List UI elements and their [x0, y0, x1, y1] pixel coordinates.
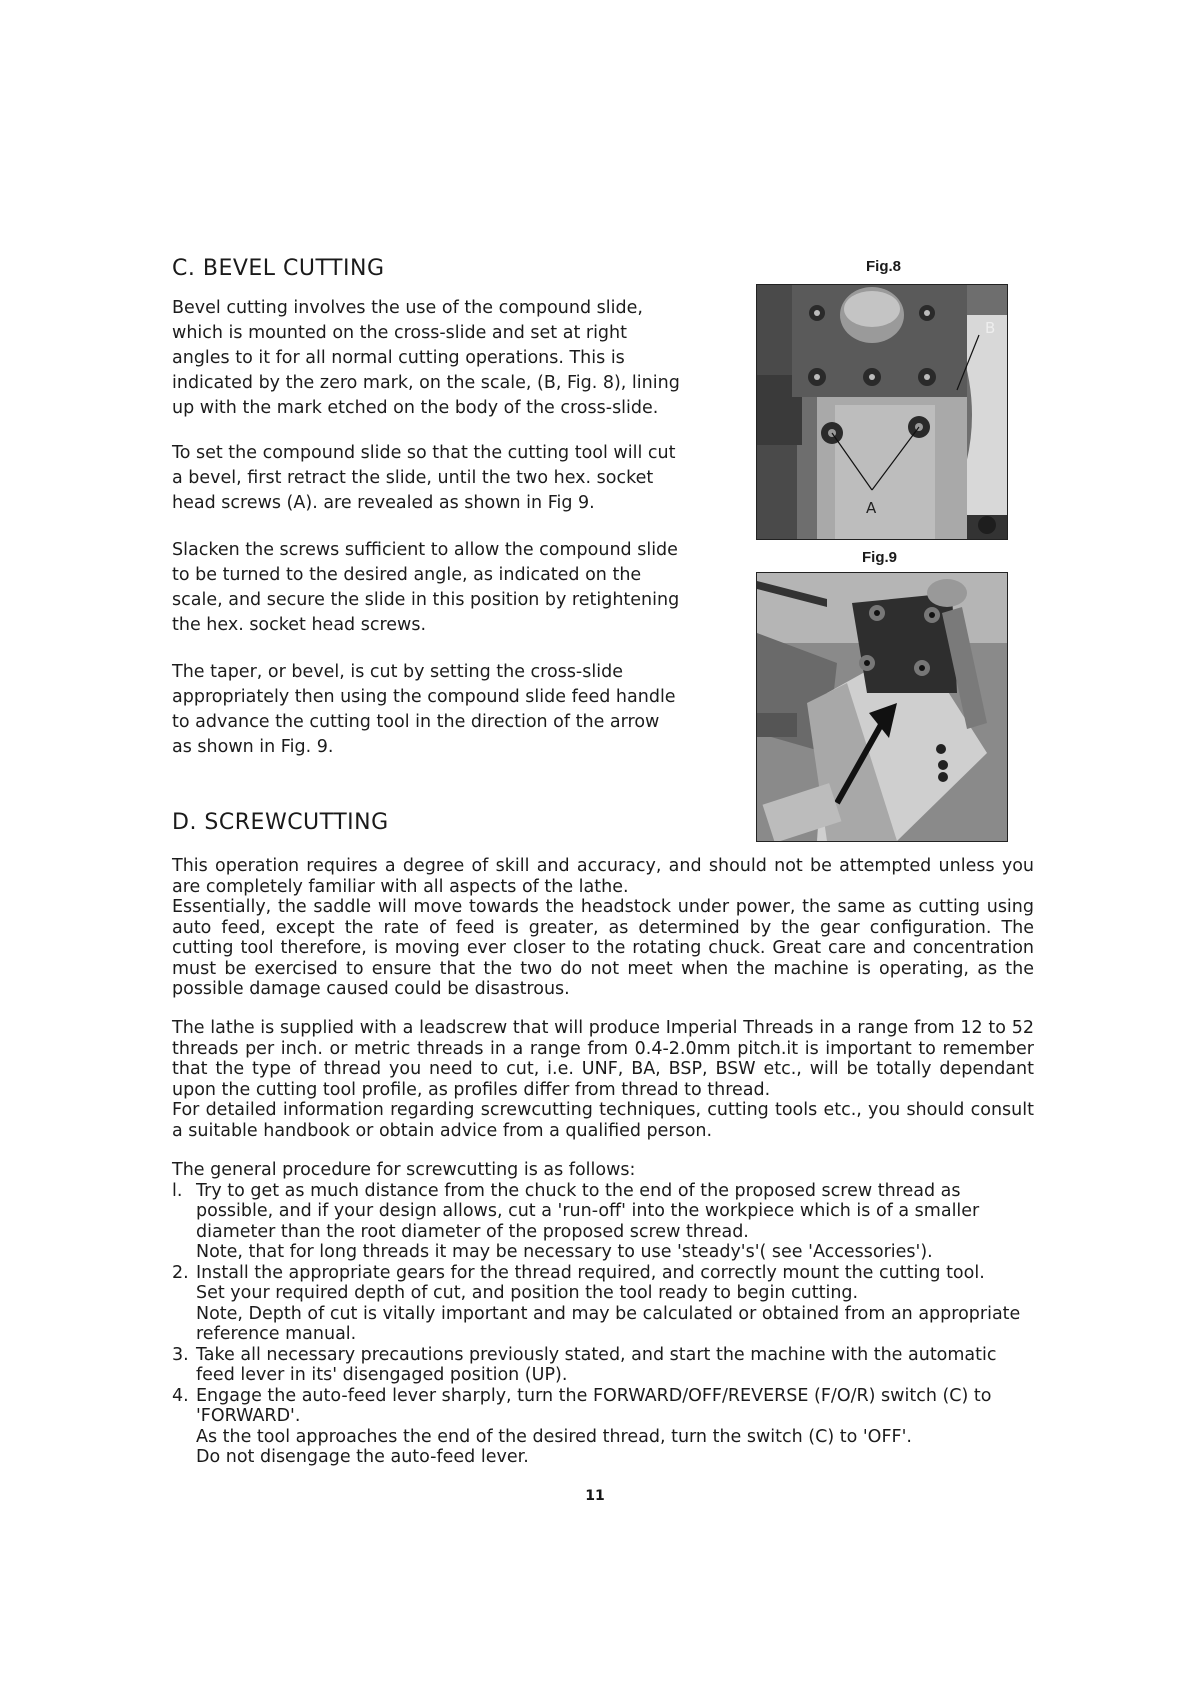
fig9-photo — [756, 572, 1008, 842]
screwcutting-heading: D. SCREWCUTTING — [172, 810, 389, 835]
step-line: Set your required depth of cut, and position the tool ready to begin cutting. — [196, 1283, 859, 1303]
fig8-label-a: A — [866, 499, 877, 517]
screwcutting-paragraph-2: Essentially, the saddle will move towards the headstock under power, the same as cutting using auto feed, except the rate of feed is greater, as determined by the gear configuration. The cutting tool therefore, is moving ever closer to the rotating chuck. Great care and concentration must be exercised to ensure that the two do not meet when the machine is operating, as the possible damage caused could be disastrous. — [172, 897, 1034, 999]
procedure-list — [172, 1160, 1034, 1468]
step-line: Note, that for long threads it may be necessary to use 'steady's'( see 'Accessories'). — [196, 1242, 933, 1262]
step-number: 2. — [172, 1262, 189, 1283]
step-line: Try to get as much distance from the chuck to the end of the proposed screw thread as possible, and if your design allows, cut a 'run-off' into the workpiece which is of a smaller diameter than the root diameter of the proposed screw thread. — [196, 1180, 980, 1242]
fig9-image — [757, 573, 1007, 841]
screwcutting-intro — [172, 856, 1034, 1000]
bevel-cutting-heading: C. BEVEL CUTTING — [172, 256, 385, 281]
step-line: Install the appropriate gears for the thread required, and correctly mount the cutting tool. — [196, 1262, 985, 1283]
procedure-step-1 — [172, 1181, 1034, 1263]
fig8-image — [757, 285, 1007, 539]
screwcutting-leadscrew — [172, 1018, 1034, 1141]
procedure-step-3 — [172, 1345, 1034, 1386]
procedure-step-4 — [172, 1386, 1034, 1468]
step-number: 4. — [172, 1385, 189, 1406]
bevel-paragraph-4: The taper, or bevel, is cut by setting the cross-slide appropriately then using the compound slide feed handle to advance the cutting tool in the direction of the arrow as shown in Fig. 9. — [172, 662, 676, 757]
step-line: Engage the auto-feed lever sharply, turn the FORWARD/OFF/REVERSE (F/O/R) switch (C) to 'FORWARD'. — [196, 1385, 992, 1426]
step-number: 3. — [172, 1344, 189, 1365]
step-number: l. — [172, 1180, 183, 1201]
procedure-intro: The general procedure for screwcutting is as follows: — [172, 1160, 636, 1180]
fig9-caption: Fig.9 — [862, 549, 898, 566]
screwcutting-paragraph-1: This operation requires a degree of skill and accuracy, and should not be attempted unless you are completely familiar with all aspects of the lathe. — [172, 856, 1034, 897]
bevel-paragraph-3: Slacken the screws sufficient to allow the compound slide to be turned to the desired angle, as indicated on the scale, and secure the slide in this position by retightening the hex. socket head screws. — [172, 540, 680, 635]
screwcutting-paragraph-4: For detailed information regarding screwcutting techniques, cutting tools etc., you should consult a suitable handbook or obtain advice from a qualified person. — [172, 1100, 1034, 1141]
step-line: Note, Depth of cut is vitally important and may be calculated or obtained from an appropriate reference manual. — [196, 1303, 1021, 1344]
screwcutting-paragraph-3: The lathe is supplied with a leadscrew that will produce Imperial Threads in a range from 12 to 52 threads per inch. or metric threads in a range from 0.4-2.0mm pitch.it is important to remember that the type of thread you need to cut, i.e. UNF, BA, BSP, BSW etc., will be totally dependant upon the cutting tool profile, as profiles differ from thread to thread. — [172, 1018, 1034, 1100]
step-line: As the tool approaches the end of the desired thread, turn the switch (C) to 'OFF'. — [196, 1426, 912, 1447]
procedure-step-2 — [172, 1263, 1034, 1345]
bevel-paragraph-1: Bevel cutting involves the use of the compound slide, which is mounted on the cross-slide and set at right angles to it for all normal cutting operations. This is indicated by the zero mark, on the scale, (B, Fig. 8), lining up with the mark etched on the body of the cross-slide. — [172, 298, 680, 418]
fig8-label-b: B — [985, 319, 996, 337]
fig8-caption: Fig.8 — [866, 258, 902, 275]
step-line: Take all necessary precautions previously stated, and start the machine with the automatic feed lever in its' disengaged position (UP). — [196, 1344, 997, 1385]
step-line: Do not disengage the auto-feed lever. — [196, 1447, 529, 1467]
bevel-paragraph-2: To set the compound slide so that the cutting tool will cut a bevel, first retract the slide, until the two hex. socket head screws (A). are revealed as shown in Fig 9. — [172, 443, 676, 513]
page-number: 11 — [585, 1488, 605, 1504]
fig8-photo — [756, 284, 1008, 540]
